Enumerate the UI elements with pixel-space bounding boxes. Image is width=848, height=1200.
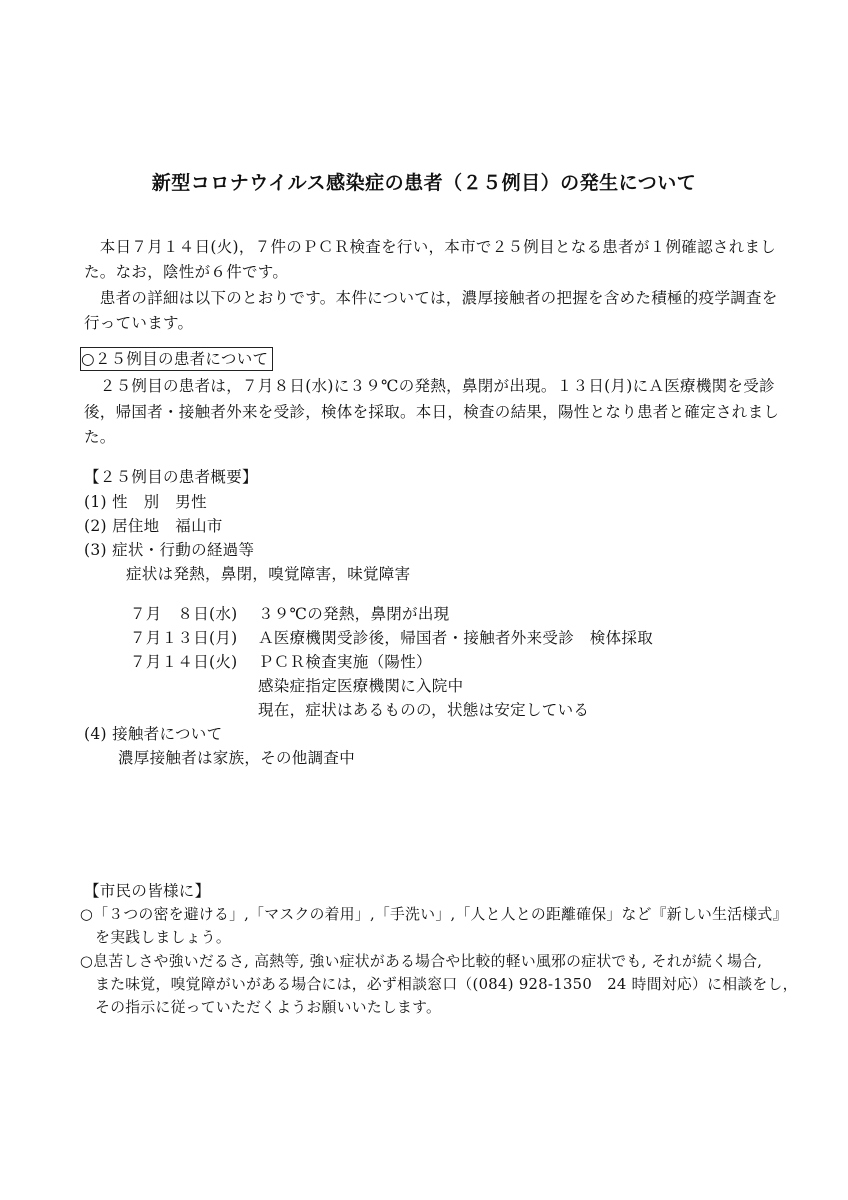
citizens-line-3: ○息苦しさや強いだるさ, 高熱等, 強い症状がある場合や比較的軽い風邪の症状でも, それが続く場合, [80, 953, 763, 970]
timeline-event-3c: 現在，症状はあるものの，状態は安定している [258, 701, 590, 719]
item-contacts-heading: (4) 接触者について [84, 725, 223, 743]
citizens-line-1: ○「３つの密を避ける」,「マスクの着用」,「手洗い」,「人と人との距離確保」など『新しい生活様式』 [80, 906, 788, 923]
citizens-heading: 【市民の皆様に】 [84, 882, 211, 900]
timeline-event-2: Ａ医療機関受診後，帰国者・接触者外来受診 検体採取 [258, 629, 654, 647]
citizens-line-5: その指示に従っていただくようお願いいたします。 [80, 999, 442, 1016]
section-body-line-2: 後，帰国者・接触者外来を受診，検体を採取。本日，検査の結果，陽性となり患者と確定されまし [84, 403, 780, 421]
section-heading: ○２５例目の患者について [80, 347, 273, 371]
overview-heading: 【２５例目の患者概要】 [84, 468, 258, 486]
timeline-event-1: ３９℃の発熱，鼻閉が出現 [258, 605, 450, 623]
item-contacts-text: 濃厚接触者は家族，その他調査中 [118, 749, 356, 767]
timeline-date-2: ７月１３日(月) [130, 629, 238, 647]
intro-line-1: 本日７月１４日(火)，７件のＰＣＲ検査を行い，本市で２５例目となる患者が１例確認されまし [84, 238, 777, 256]
timeline-date-3: ７月１４日(火) [130, 653, 238, 671]
citizens-line-2: を実践しましょう。 [80, 929, 231, 946]
timeline-event-3a: ＰＣＲ検査実施（陽性） [258, 653, 432, 671]
item-symptoms-heading: (3) 症状・行動の経過等 [84, 541, 255, 559]
citizens-line-4: また味覚，嗅覚障がいがある場合には，必ず相談窓口（(084) 928-1350 24 時間対応）に相談をし， [80, 976, 798, 993]
document-title: 新型コロナウイルス感染症の患者（２５例目）の発生について [151, 172, 697, 194]
section-body-line-3: た。 [84, 428, 116, 446]
timeline-event-3b: 感染症指定医療機関に入院中 [258, 677, 464, 695]
intro-line-4: 行っています。 [84, 314, 194, 332]
timeline-date-1: ７月 ８日(水) [130, 605, 238, 623]
intro-line-3: 患者の詳細は以下のとおりです。本件については，濃厚接触者の把握を含めた積極的疫学調査を [84, 289, 778, 307]
item-symptoms-text: 症状は発熱，鼻閉，嗅覚障害，味覚障害 [126, 565, 411, 583]
section-body-line-1: ２５例目の患者は，７月８日(水)に３９℃の発熱，鼻閉が出現。１３日(月)にＡ医療機関を受診 [84, 377, 775, 395]
intro-line-2: た。なお，陰性が６件です。 [84, 263, 289, 281]
item-residence: (2) 居住地 福山市 [84, 517, 223, 535]
item-sex: (1) 性 別 男性 [84, 493, 207, 511]
